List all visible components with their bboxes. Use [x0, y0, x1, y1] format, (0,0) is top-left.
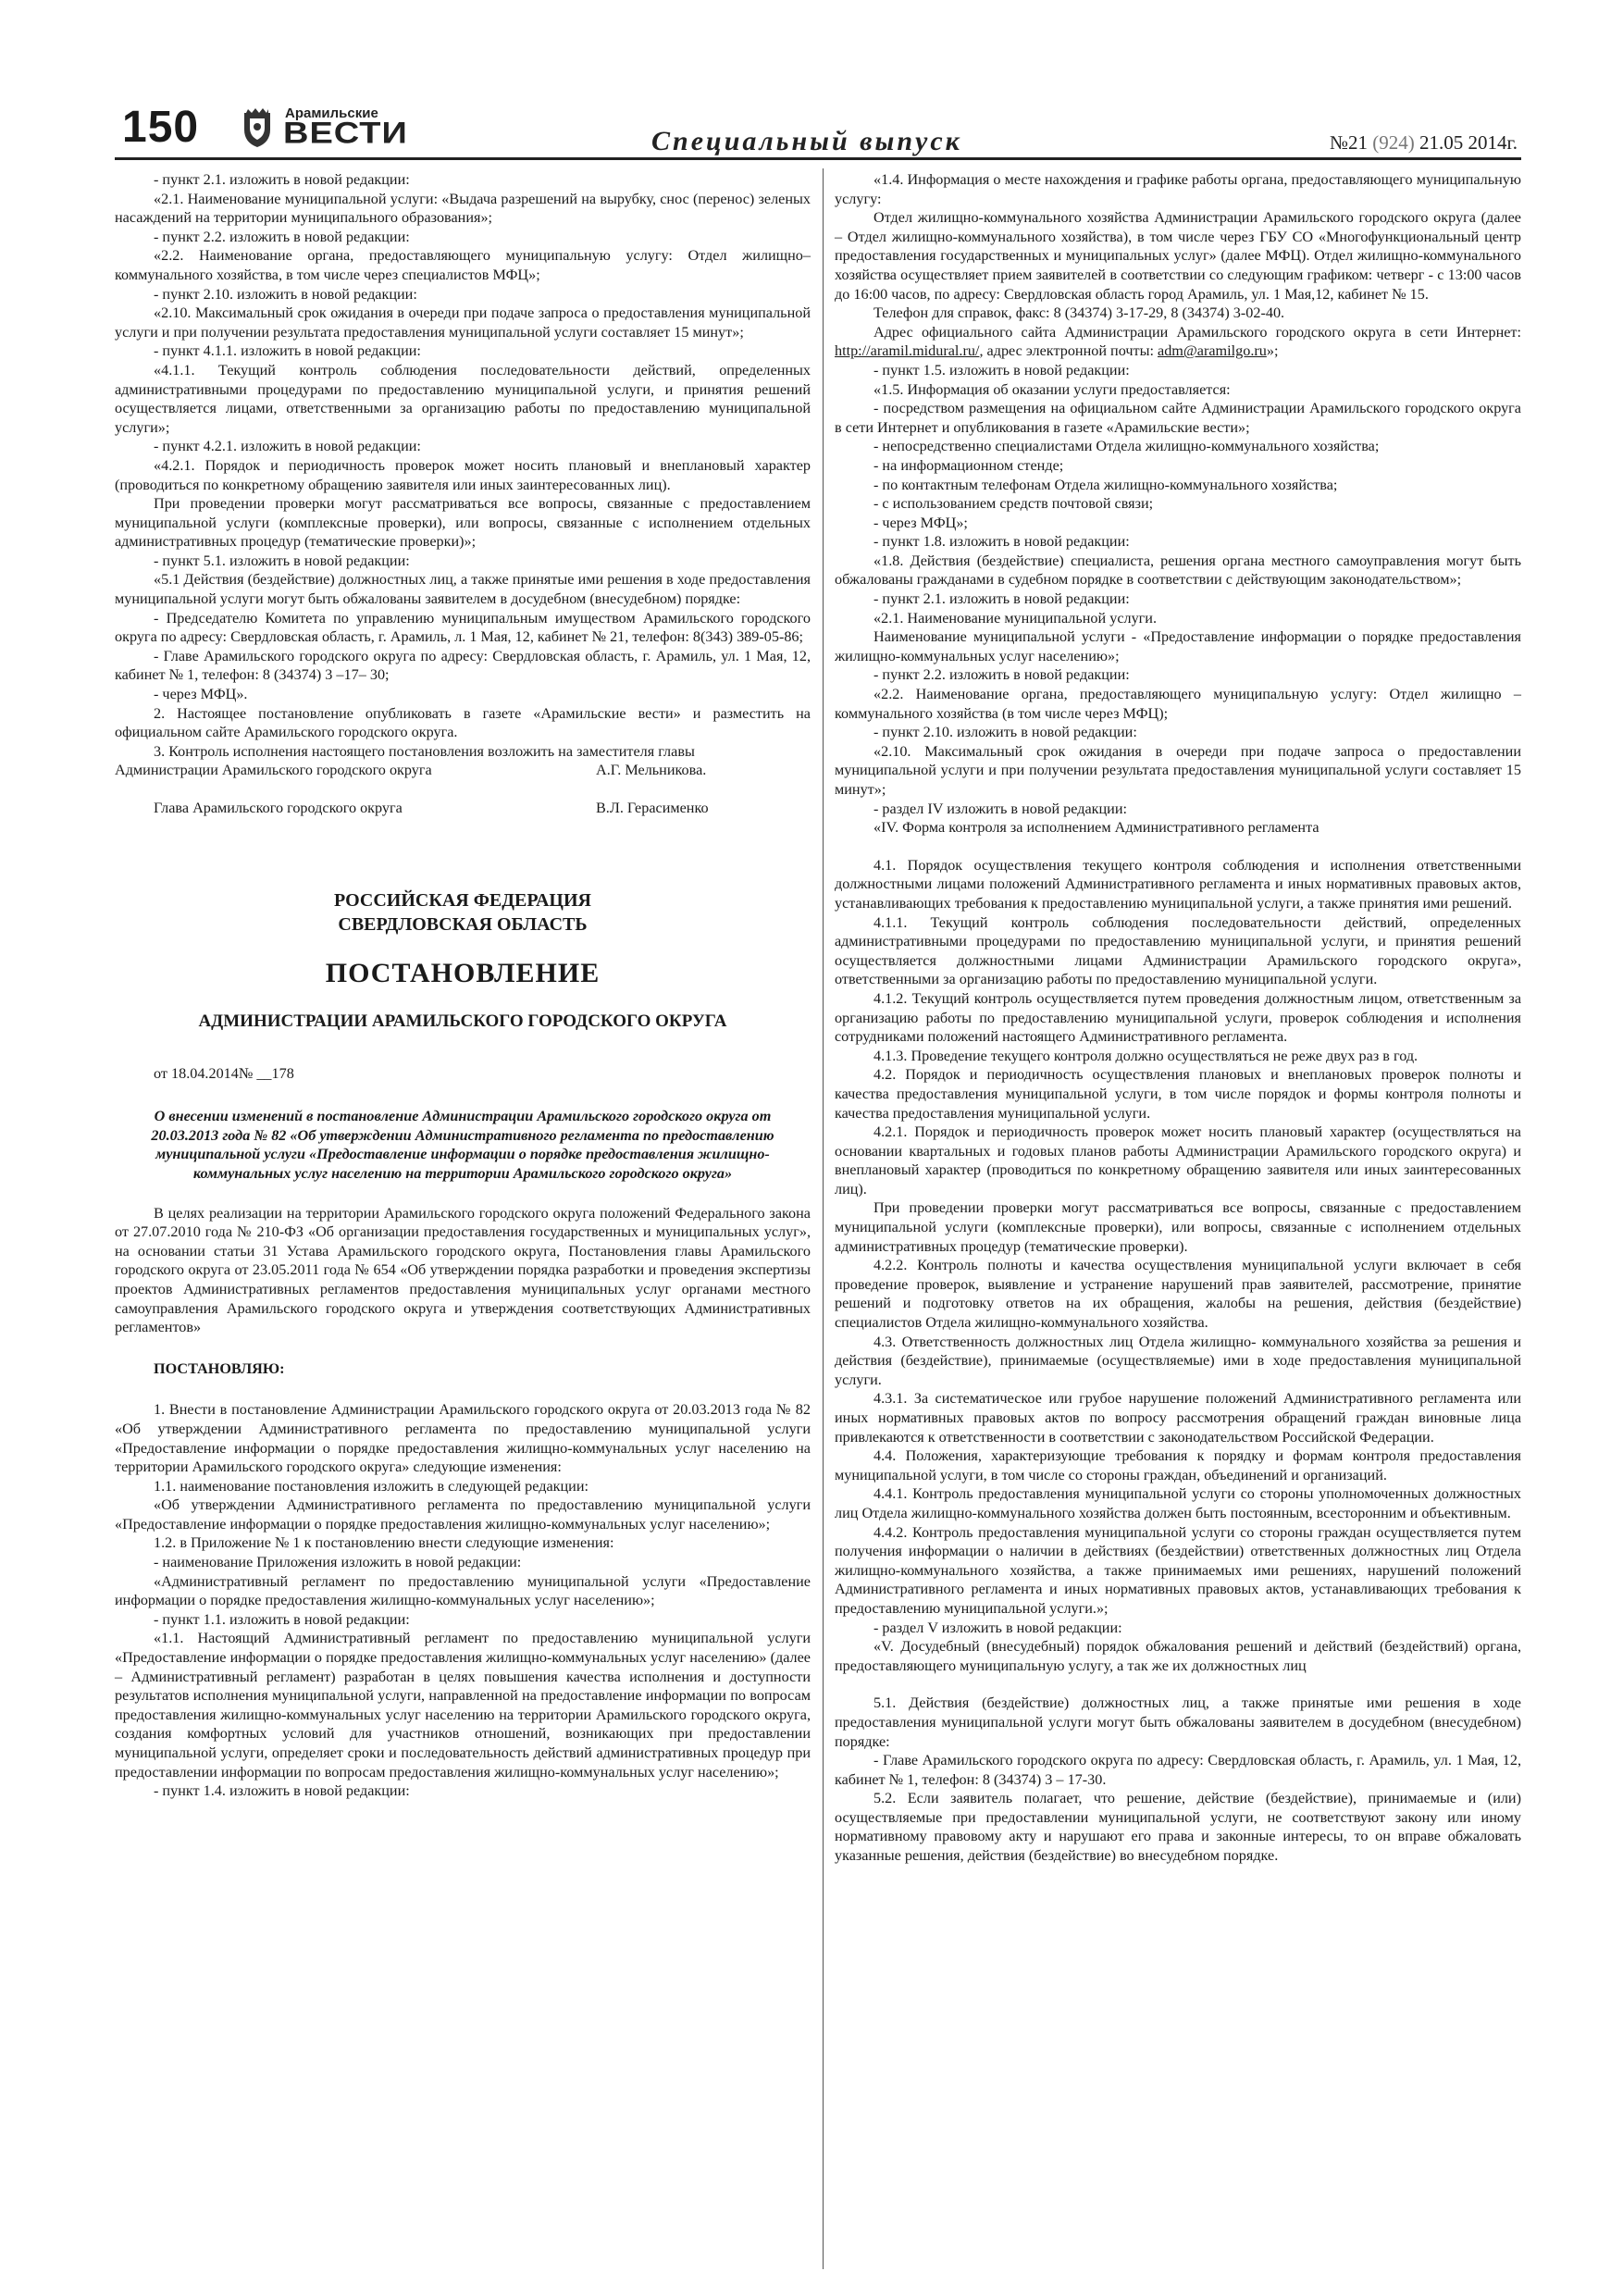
- issue-info: [1330, 131, 1518, 155]
- coat-of-arms-icon: [241, 105, 274, 148]
- signature-title: Глава Арамильского городского округа: [154, 800, 403, 816]
- paragraph: - с использованием средств почтовой связи;: [873, 495, 1154, 513]
- document-date: от 18.04.2014№ __178: [154, 1064, 294, 1082]
- paragraph: - Главе Арамильского городского округа по адресу: Свердловская область, г. Арамиль, ул. 1 Мая, 12, кабинет № 1, телефон: 8 (34374) 3 –17– 30;: [115, 647, 811, 684]
- page-header: [115, 100, 1521, 155]
- paragraph: 4.4.2. Контроль предоставления муниципальной услуги со стороны граждан осуществляется путем получения информации о наличии в действиях (бездействии) ответственных должностных лиц Отдела жилищно-коммунального хозяйства, а также принимаемых ими решениях, нарушений положений Административного регламента и иных нормативных правовых актов, устанавливающих требования к предоставлению муниципальной услуги.»;: [835, 1523, 1521, 1617]
- paragraph: - раздел V изложить в новой редакции:: [873, 1619, 1122, 1636]
- website-link[interactable]: http://aramil.midural.ru/: [835, 342, 980, 360]
- preamble: В целях реализации на территории Арамильского городского округа положений Федерального закона от 27.07.2010 года № 210-ФЗ «Об организации предоставления государственных и муниципальных услуг», на основании статьи 31 Устава Арамильского городского округа, Постановления главы Арамильского городского округа от 23.05.2011 года № 654 «Об утверждении порядка разработки и проведения экспертизы проектов Административных регламентов предоставления муниципальных услуг органами местного самоуправления Арамильского городского округа и утверждения соответствующих Административных регламентов»: [115, 1204, 811, 1336]
- heading-region: СВЕРДЛОВСКАЯ ОБЛАСТЬ: [338, 913, 588, 935]
- paragraph: - пункт 2.10. изложить в новой редакции:: [873, 724, 1137, 741]
- paragraph: - пункт 1.1. изложить в новой редакции:: [154, 1610, 410, 1628]
- signature-line: [115, 761, 811, 780]
- paragraph: «1.5. Информация об оказании услуги предоставляется:: [873, 380, 1231, 398]
- paragraph: При проведении проверки могут рассматриваться все вопросы, связанные с предоставлением муниципальной услуги (комплексные проверки), или вопросы, связанные с исполнением отдельных административных процедур (тематические проверки)»;: [115, 495, 811, 551]
- text: , адрес электронной почты:: [979, 342, 1158, 360]
- paragraph: - пункт 4.2.1. изложить в новой редакции:: [154, 438, 421, 455]
- email-link[interactable]: adm@aramilgo.ru: [1158, 342, 1267, 360]
- issuing-authority: АДМИНИСТРАЦИИ АРАМИЛЬСКОГО ГОРОДСКОГО ОКРУГА: [198, 1011, 727, 1031]
- paragraph: 4.4. Положения, характеризующие требования к порядку и формам контроля предоставления муниципальной услуги, в том числе со стороны граждан, объединений и организаций.: [835, 1447, 1521, 1483]
- paragraph: 4.1.1. Текущий контроль соблюдения последовательности действий, определенных административными процедурами по предоставлению муниципальной услуги, и принятия решений осуществляется должностными лицами Администрации Арамильского городского округа», ответственными за организацию работы по предоставлению муниципальной услуги.: [835, 913, 1521, 988]
- column-divider: [823, 168, 824, 2269]
- paragraph: - раздел IV изложить в новой редакции:: [873, 800, 1127, 817]
- paragraph: 2. Настоящее постановление опубликовать в газете «Арамильские вести» и разместить на официальном сайте Арамильского городского округа.: [115, 704, 811, 741]
- issue-date: 21.05 2014г.: [1414, 131, 1518, 154]
- paragraph: [835, 323, 1521, 361]
- paragraph: 4.1.2. Текущий контроль осуществляется путем проведения должностным лицом, ответственным за организацию работы по предоставлению муниципальной услуги, проверок соблюдения и исполнения сотрудниками положений настоящего Административного регламента.: [835, 989, 1521, 1046]
- logo-subtitle: Арамильские: [285, 105, 378, 121]
- paragraph: 5.2. Если заявитель полагает, что решение, действие (бездействие), принимаемые и (или) осуществляемые при предоставлении муниципальной услуги, не соответствуют закону или иному нормативному правовому акту и нарушают его права и законные интересы, то он вправе обжаловать указанные решения, действия (бездействие) во внесудебном порядке.: [835, 1790, 1521, 1865]
- issue-number: (924): [1372, 131, 1415, 154]
- paragraph: Наименование муниципальной услуги - «Предоставление информации о порядке предоставления жилищно-коммунальных услуг населению»;: [835, 628, 1521, 664]
- paragraph: - пункт 2.1. изложить в новой редакции:: [873, 590, 1130, 608]
- paragraph: «2.10. Максимальный срок ожидания в очереди при подаче запроса о предоставления муниципальной услуги и при получении результата предоставления муниципальной услуги составляет 15 минут»;: [115, 304, 811, 341]
- paragraph: «Об утверждении Административного регламента по предоставлению муниципальной услуги «Предоставление информации о порядке предоставления жилищно-коммунальных услуг населению»;: [115, 1496, 811, 1533]
- page-number: 150: [122, 103, 200, 152]
- paragraph: «1.8. Действия (бездействие) специалиста, решения органа местного самоуправления могут быть обжалованы гражданами в судебном порядке в соответствии с действующим законодательством»;: [835, 552, 1521, 589]
- paragraph: 4.4.1. Контроль предоставления муниципальной услуги со стороны уполномоченных должностных лиц Отдела жилищно-коммунального хозяйства должен быть постоянным, всесторонним и объективным.: [835, 1485, 1521, 1521]
- paragraph: - Главе Арамильского городского округа по адресу: Свердловская область, г. Арамиль, ул. 1 Мая, 12, кабинет № 1, телефон: 8 (34374) 3 – 17-30.: [835, 1752, 1521, 1788]
- paragraph: «2.2. Наименование органа, предоставляющего муниципальную услугу: Отдел жилищно–коммунального хозяйства, в том числе через специалистов МФЦ»;: [115, 247, 811, 283]
- paragraph: - через МФЦ»;: [873, 514, 968, 531]
- paragraph: - наименование Приложения изложить в новой редакции:: [154, 1554, 522, 1571]
- paragraph: «2.2. Наименование органа, предоставляющего муниципальную услугу: Отдел жилищно – коммунального хозяйства (в том числе через МФЦ);: [835, 686, 1521, 722]
- paragraph: - пункт 1.5. изложить в новой редакции:: [873, 361, 1130, 379]
- paragraph: - пункт 2.1. изложить в новой редакции:: [154, 171, 410, 188]
- section-heading: «V. Досудебный (внесудебный) порядок обжалования решений и действий (бездействий) органа, предоставляющего муниципальную услугу, а так же их должностных лиц: [835, 1638, 1521, 1674]
- resolution-keyword: ПОСТАНОВЛЯЮ:: [154, 1359, 285, 1377]
- document-subject: О внесении изменений в постановление Администрации Арамильского городского округа от 20.03.2013 года № 82 «Об утверждении Административного регламента по предоставлению муниципальной услуги «Предоставление информации о порядке предоставления жилищно-коммунальных услуг населению на территории Арамильского городского округа»: [151, 1108, 774, 1182]
- paragraph: - через МФЦ».: [154, 686, 248, 703]
- document-title: ПОСТАНОВЛЕНИЕ: [325, 957, 601, 988]
- paragraph: - посредством размещения на официальном сайте Администрации Арамильского городского округа в сети Интернет и опубликования в газете «Арамильские вести»;: [835, 400, 1521, 436]
- paragraph: - по контактным телефонам Отдела жилищно-коммунального хозяйства;: [873, 476, 1338, 493]
- signature-name: А.Г. Мельникова.: [596, 762, 707, 779]
- paragraph: 3. Контроль исполнения настоящего постановления возложить на заместителя главы: [154, 742, 695, 760]
- paragraph: - на информационном стенде;: [873, 456, 1064, 474]
- issue-prefix: №21: [1329, 131, 1373, 154]
- paragraph: Отдел жилищно-коммунального хозяйства Администрации Арамильского городского округа (далее – Отдел жилищно-коммунального хозяйства), в том числе через ГБУ СО «Многофункциональный центр предоставления государственных и муниципальных услуг» (далее МФЦ). Отдел жилищно-коммунального хозяйства осуществляет прием заявителей в соответствии со следующим графиком: четверг - с 13:00 часов до 16:00 часов, по адресу: Свердловская область город Арамиль, ул. 1 Мая,12, кабинет № 15.: [835, 209, 1521, 303]
- paragraph: «1.4. Информация о месте нахождения и графике работы органа, предоставляющего муниципальную услугу:: [835, 171, 1521, 207]
- paragraph: «Административный регламент по предоставлению муниципальной услуги «Предоставление информации о порядке предоставления жилищно-коммунальных услуг населению»;: [115, 1572, 811, 1609]
- paragraph: «2.1. Наименование муниципальной услуги: «Выдача разрешений на вырубку, снос (перенос) зеленых насаждений на территории муниципального образования»;: [115, 190, 811, 227]
- paragraph: 4.2.1. Порядок и периодичность проверок может носить плановый характер (осуществляться на основании квартальных и годовых планов работы Администрации Арамильского городского округа) и внеплановый характер (проводиться по конкретному обращению заявителя или иных заинтересованных лиц).: [835, 1123, 1521, 1198]
- paragraph: - пункт 1.4. изложить в новой редакции:: [154, 1782, 410, 1800]
- left-column: [115, 170, 811, 1801]
- text: Адрес официального сайта Администрации Арамильского городского округа в сети Интернет:: [873, 323, 1521, 341]
- paragraph: «5.1 Действия (бездействие) должностных лиц, а также принятые ими решения в ходе предоставления муниципальной услуги могут быть обжалованы заявителем в досудебном (внесудебном) порядке:: [115, 571, 811, 608]
- paragraph: «2.10. Максимальный срок ожидания в очереди при подаче запроса о предоставлении муниципальной услуги и при получении результата предоставления муниципальной услуги составляет 15 минут»;: [835, 742, 1521, 798]
- paragraph: 1.2. в Приложение № 1 к постановлению внести следующие изменения:: [154, 1534, 614, 1552]
- paragraph: - пункт 2.10. изложить в новой редакции:: [154, 285, 417, 303]
- paragraph: - пункт 2.2. изложить в новой редакции:: [873, 666, 1130, 684]
- paragraph: «4.1.1. Текущий контроль соблюдения последовательности действий, определенных административными процедурами по предоставлению муниципальной услуги, и принятия решений осуществляется лицами, ответственными за организацию работы по предоставлению муниципальной услуги»;: [115, 361, 811, 436]
- header-rule: [115, 157, 1521, 160]
- paragraph: 4.3.1. За систематическое или грубое нарушение положений Административного регламента или иных нормативных правовых актов по вопросу рассмотрения обращений граждан виновные лица привлекаются к ответственности в соответствии с законодательством Российской Федерации.: [835, 1390, 1521, 1446]
- signature-title: Администрации Арамильского городского округа: [115, 762, 432, 779]
- paragraph: «4.2.1. Порядок и периодичность проверок может носить плановый и внеплановый характер (проводиться по конкретному обращению заявителя или иных заинтересованных лиц).: [115, 456, 811, 493]
- paragraph: «2.1. Наименование муниципальной услуги.: [873, 609, 1158, 627]
- paragraph: 4.3. Ответственность должностных лиц Отдела жилищно- коммунального хозяйства за решения и действия (бездействие), принимаемые (осуществляемые) ими в ходе предоставления муниципальной услуги.: [835, 1333, 1521, 1388]
- paragraph: «1.1. Настоящий Административный регламент по предоставлению муниципальной услуги «Предоставление информации о порядке предоставления жилищно-коммунальных услуг населению» (далее – Административный регламент) разработан в целях повышения качества исполнения и доступности результатов исполнения муниципальной услуги, направленной на предоставление информации по вопросам предоставления жилищно-коммунальных услуг населению на территории Арамильского городского округа, создания комфортных условий для участников отношений, возникающих при предоставлении муниципальной услуги, определяет сроки и последовательность действий административных процедур при предоставлении информации по вопросам предоставления жилищно-коммунальных услуг населению»;: [115, 1630, 811, 1781]
- newspaper-logo: [241, 105, 416, 150]
- paragraph: - Председателю Комитета по управлению муниципальным имуществом Арамильского городского округа по адресу: Свердловская область, г. Арамиль, л. 1 Мая, 12, кабинет № 21, телефон: 8(343) 389-05-86;: [115, 609, 811, 646]
- paragraph: Телефон для справок, факс: 8 (34374) 3-17-29, 8 (34374) 3-02-40.: [873, 304, 1285, 322]
- paragraph: 5.1. Действия (бездействие) должностных лиц, а также принятые ими решения в ходе предоставления муниципальной услуги могут быть обжалованы заявителем в досудебном (внесудебном) порядке:: [835, 1694, 1521, 1750]
- paragraph: 1.1. наименование постановления изложить в следующей редакции:: [154, 1477, 588, 1495]
- paragraph: 1. Внести в постановление Администрации Арамильского городского округа от 20.03.2013 года № 82 «Об утверждении Административного регламента по предоставлению муниципальной услуги «Предоставление информации о порядке предоставления жилищно-коммунальных услуг населению на территории Арамильского городского округа» следующие изменения:: [115, 1401, 811, 1476]
- logo-title: ВЕСТИ: [283, 117, 408, 150]
- section-title: Специальный выпуск: [651, 126, 962, 156]
- paragraph: 4.1. Порядок осуществления текущего контроля соблюдения и исполнения ответственными должностными лицами положений Административного регламента и иных нормативных правовых актов, устанавливающих требования к предоставлению муниципальной услуги, а также принятия ими решений.: [835, 856, 1521, 912]
- text: »;: [1266, 342, 1279, 360]
- paragraph: - пункт 4.1.1. изложить в новой редакции:: [154, 342, 421, 360]
- signature-name: В.Л. Герасименко: [596, 800, 709, 816]
- paragraph: 4.1.3. Проведение текущего контроля должно осуществляться не реже двух раз в год.: [873, 1047, 1419, 1064]
- paragraph: 4.2. Порядок и периодичность осуществления плановых и внеплановых проверок полноты и качества предоставления муниципальной услуги, в том числе порядок и формы контроля полноты и качества предоставления муниципальной услуги.: [835, 1066, 1521, 1122]
- paragraph: При проведении проверки могут рассматриваться все вопросы, связанные с предоставлением муниципальной услуги (комплексные проверки), или вопросы, связанные с исполнением отдельных административных процедур (тематические проверки).: [835, 1199, 1521, 1255]
- paragraph: - пункт 2.2. изложить в новой редакции:: [154, 228, 410, 245]
- paragraph: - пункт 1.8. изложить в новой редакции:: [873, 533, 1130, 551]
- paragraph: - пункт 5.1. изложить в новой редакции:: [154, 552, 410, 569]
- signature-line: [115, 799, 811, 818]
- section-heading: «IV. Форма контроля за исполнением Административного регламента: [873, 819, 1319, 837]
- heading-country: РОССИЙСКАЯ ФЕДЕРАЦИЯ: [333, 889, 591, 911]
- paragraph: 4.2.2. Контроль полноты и качества осуществления муниципальной услуги включает в себя проведение проверок, выявление и устранение нарушений прав заявителей, рассмотрение, принятие решений и подготовку ответов на их обращения, жалобы на решения, действия (бездействие) специалистов Отдела жилищно-коммунального хозяйства.: [835, 1257, 1521, 1332]
- right-column: [835, 170, 1521, 1866]
- paragraph: - непосредственно специалистами Отдела жилищно-коммунального хозяйства;: [873, 438, 1380, 455]
